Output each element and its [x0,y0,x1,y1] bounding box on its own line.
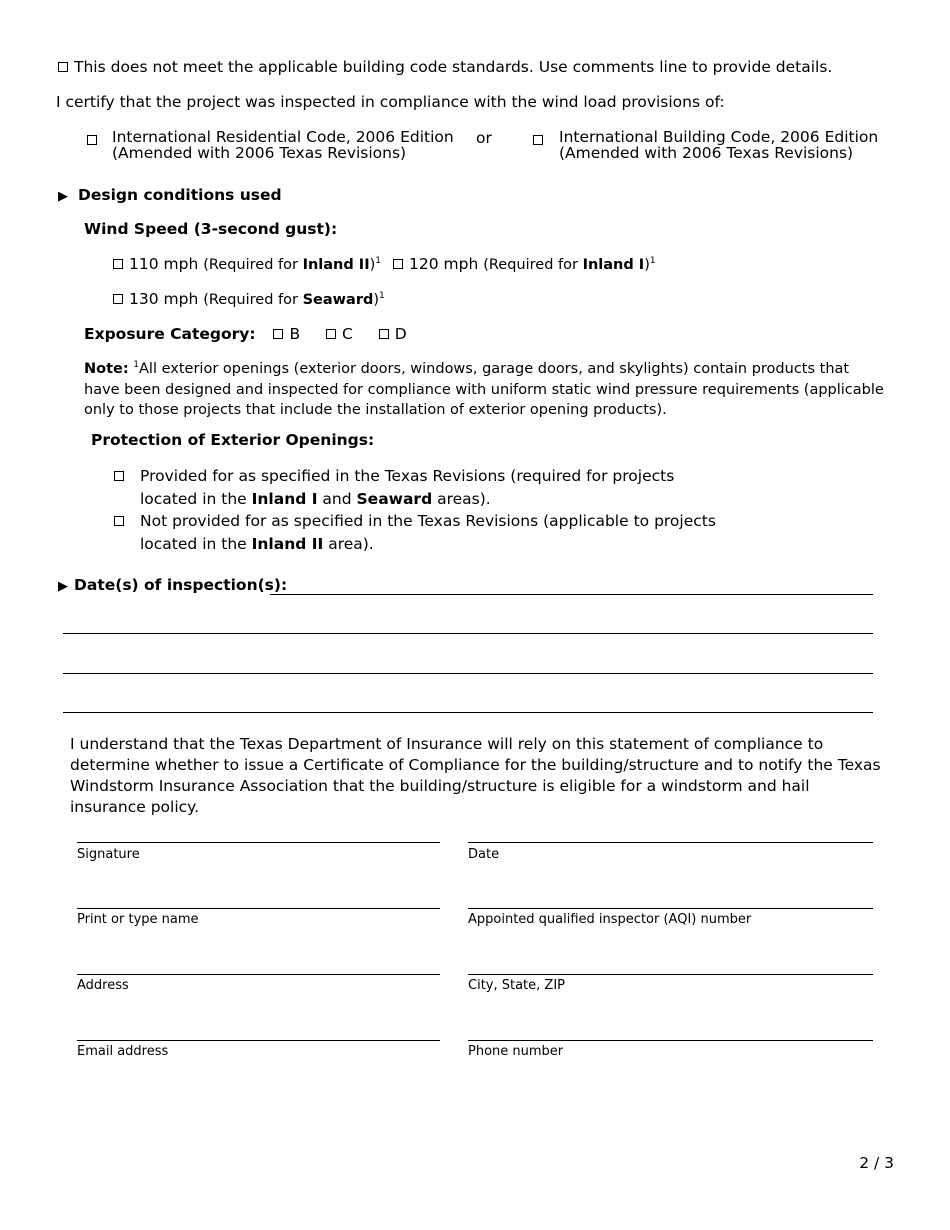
provided-prefix: located in the [140,489,252,508]
dates-heading [58,576,287,594]
wind-130-label: 130 mph [129,290,199,308]
signature-line[interactable] [77,842,440,843]
not-provided-suffix: area). [323,534,374,553]
exposure-c-label: C [341,325,353,343]
exposure-d-label: D [394,325,407,343]
wind-130-close: ) [373,292,380,308]
phone-line[interactable] [468,1040,873,1041]
triangle-bullet-icon: ▶ [58,189,68,204]
wind-120-label: 120 mph [409,255,479,273]
print-name-line[interactable] [77,908,440,909]
exposure-row [84,325,407,343]
address-label: Address [77,978,129,993]
note-paragraph [84,359,884,421]
note-text: All exterior openings (exterior doors, windows, garage doors, and skylights) contain products that have been designed and inspected for compliance with uniform static wind pressure requirements (applicable only to those projects that include the installation of exterior opening products). [84,361,884,418]
date-label: Date [468,847,500,862]
address-line[interactable] [77,974,440,975]
dates-heading-text: Date(s) of inspection(s): [74,576,288,594]
understand-paragraph: I understand that the Texas Department of Insurance will rely on this statement of compliance to determine whether to issue a Certificate of Compliance for the building/structure and to notify the Texas Windstorm Insurance Association that the building/structure is eligible for a windstorm and hail insurance policy. [70,735,881,816]
city-label: City, State, ZIP [468,978,565,993]
wind-110-req: (Required for [203,257,303,273]
not-provided-prefix: located in the [140,534,252,553]
irc-line1: International Residential Code, 2006 Edition [112,128,454,146]
wind-120-sup: 1 [649,256,656,266]
exposure-d-checkbox[interactable] [379,329,389,339]
not-provided-line2 [140,533,716,556]
not-meet-text: This does not meet the applicable building code standards. Use comments line to provide details. [74,58,833,76]
ibc-line2: (Amended with 2006 Texas Revisions) [559,144,854,162]
exposure-c-checkbox[interactable] [326,329,336,339]
comments-line-2[interactable] [63,673,873,674]
wind-110-zone: Inland II [302,257,370,273]
wind-130-req: (Required for [203,292,303,308]
not-meet-row [58,58,832,76]
or-text: or [476,129,492,147]
ibc-option [559,129,878,161]
note-label: Note: [84,361,129,377]
exposure-b-checkbox[interactable] [273,329,283,339]
wind-130-checkbox[interactable] [113,294,123,304]
city-line[interactable] [468,974,873,975]
wind-110-close: ) [369,257,376,273]
provided-zone2: Seaward [356,489,433,508]
not-provided-checkbox[interactable] [114,516,124,526]
design-heading-text: Design conditions used [78,186,282,204]
not-meet-checkbox[interactable] [58,62,68,72]
provided-suffix: areas). [432,489,491,508]
note-sup: 1 [133,360,140,370]
page-number: 2 / 3 [859,1154,894,1172]
dates-input-line[interactable] [270,594,873,595]
provided-zone1: Inland I [251,489,318,508]
signature-label: Signature [77,847,140,862]
not-provided-line1: Not provided for as specified in the Texas Revisions (applicable to projects [140,512,716,530]
phone-label: Phone number [468,1044,564,1059]
ibc-line1: International Building Code, 2006 Edition [559,128,879,146]
wind-110-checkbox[interactable] [113,259,123,269]
wind-120-close: ) [644,257,650,273]
print-name-label: Print or type name [77,912,199,927]
ibc-checkbox[interactable] [533,135,543,145]
protection-heading: Protection of Exterior Openings: [91,431,375,449]
irc-checkbox[interactable] [87,135,97,145]
triangle-bullet-icon: ▶ [58,579,68,594]
provided-and: and [317,489,357,508]
wind-110-option [113,255,381,273]
wind-110-sup: 1 [375,256,381,266]
irc-line2: (Amended with 2006 Texas Revisions) [112,144,407,162]
provided-line1: Provided for as specified in the Texas Revisions (required for projects [140,467,675,485]
not-provided-zone: Inland II [251,534,324,553]
provided-option [140,465,674,510]
wind-120-checkbox[interactable] [393,259,403,269]
aqi-label: Appointed qualified inspector (AQI) number [468,912,752,927]
email-label: Email address [77,1044,169,1059]
wind-heading: Wind Speed (3-second gust): [84,220,338,238]
exposure-heading: Exposure Category: [84,325,256,343]
comments-line-3[interactable] [63,712,873,713]
provided-checkbox[interactable] [114,471,124,481]
wind-130-sup: 1 [379,291,385,301]
date-line[interactable] [468,842,873,843]
email-line[interactable] [77,1040,440,1041]
wind-120-req: (Required for [483,257,583,273]
comments-line-1[interactable] [63,633,873,634]
aqi-line[interactable] [468,908,873,909]
wind-130-zone: Seaward [302,292,374,308]
certify-text: I certify that the project was inspected in compliance with the wind load provisions of: [56,93,725,111]
not-provided-option [140,510,716,555]
exposure-b-label: B [289,325,301,343]
irc-option [112,129,454,161]
wind-120-option [393,255,656,273]
design-heading [58,186,282,204]
wind-110-label: 110 mph [129,255,199,273]
wind-130-option [113,290,385,308]
wind-120-zone: Inland I [582,257,645,273]
provided-line2 [140,488,674,511]
